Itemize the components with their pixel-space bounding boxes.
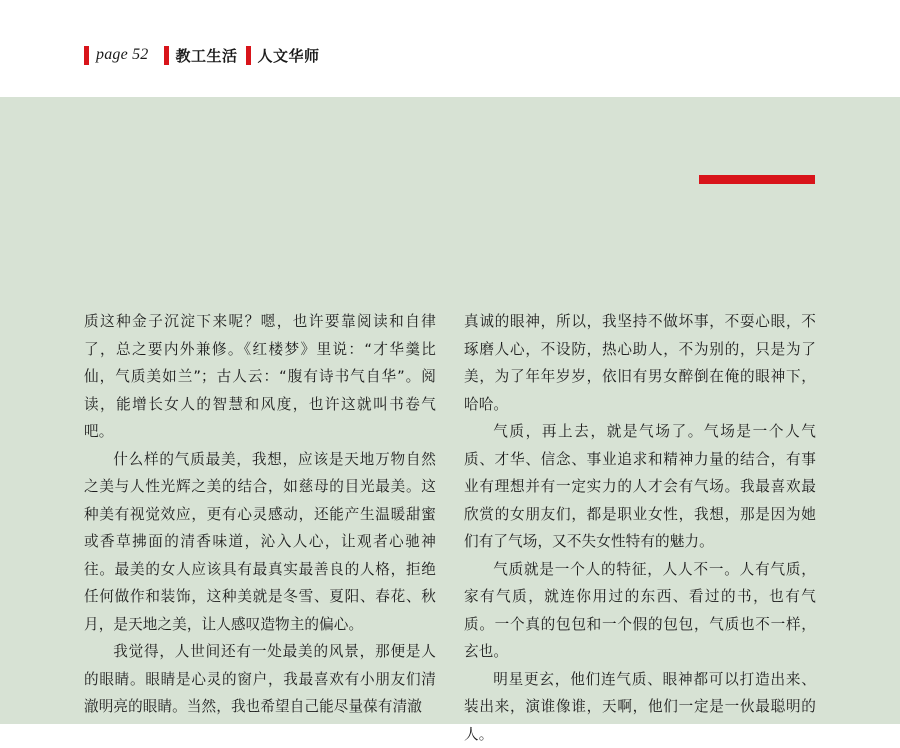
page-body xyxy=(0,97,900,724)
paragraph: 明星更玄，他们连气质、眼神都可以打造出来、装出来，演谁像谁，天啊，他们一定是一伙最聪明的人。 xyxy=(464,666,816,748)
header-section-right: 人文华师 xyxy=(258,45,320,66)
red-rule-icon xyxy=(84,46,89,65)
paragraph: 我觉得，人世间还有一处最美的风景，那便是人的眼睛。眼睛是心灵的窗户，我最喜欢有小朋友们清澈明亮的眼睛。当然，我也希望自己能尽量葆有清澈 xyxy=(84,638,436,721)
paragraph: 气质就是一个人的特征，人人不一。人有气质，家有气质，就连你用过的东西、看过的书，也有气质。一个真的包包和一个假的包包，气质也不一样，玄也。 xyxy=(464,556,816,666)
red-rule-icon-3 xyxy=(246,46,251,65)
paragraph: 什么样的气质最美，我想，应该是天地万物自然之美与人性光辉之美的结合，如慈母的目光最美。这种美有视觉效应，更有心灵感动，还能产生温暖甜蜜或香草拂面的清香味道，沁入人心，让观者心驰神往。最美的女人应该具有最真实最善良的人格，拒绝任何做作和装饰，这种美就是冬雪、夏阳、春花、秋月，是天地之美，让人感叹造物主的偏心。 xyxy=(84,446,436,639)
page-header xyxy=(0,0,900,97)
page-number: page 52 xyxy=(96,46,149,64)
text-columns xyxy=(84,308,816,748)
red-rule-icon-2 xyxy=(164,46,169,65)
column-right xyxy=(464,308,816,748)
accent-bar xyxy=(699,175,815,184)
header-inner xyxy=(84,44,320,66)
paragraph: 真诚的眼神，所以，我坚持不做坏事，不耍心眼，不琢磨人心，不设防，热心助人，不为别的，只是为了美，为了年年岁岁，依旧有男女醉倒在俺的眼神下，哈哈。 xyxy=(464,308,816,418)
paragraph: 质这种金子沉淀下来呢？嗯，也许要靠阅读和自律了，总之要内外兼修。《红楼梦》里说：“才华羹比仙，气质美如兰”；古人云：“腹有诗书气自华”。阅读，能增长女人的智慧和风度，也许这就叫书卷气吧。 xyxy=(84,308,436,446)
column-left xyxy=(84,308,436,748)
header-section-left: 教工生活 xyxy=(176,45,238,66)
paragraph: 气质，再上去，就是气场了。气场是一个人气质、才华、信念、事业追求和精神力量的结合，有事业有理想并有一定实力的人才会有气场。我最喜欢最欣赏的女朋友们，都是职业女性，我想，那是因为她们有了气场，又不失女性特有的魅力。 xyxy=(464,418,816,556)
